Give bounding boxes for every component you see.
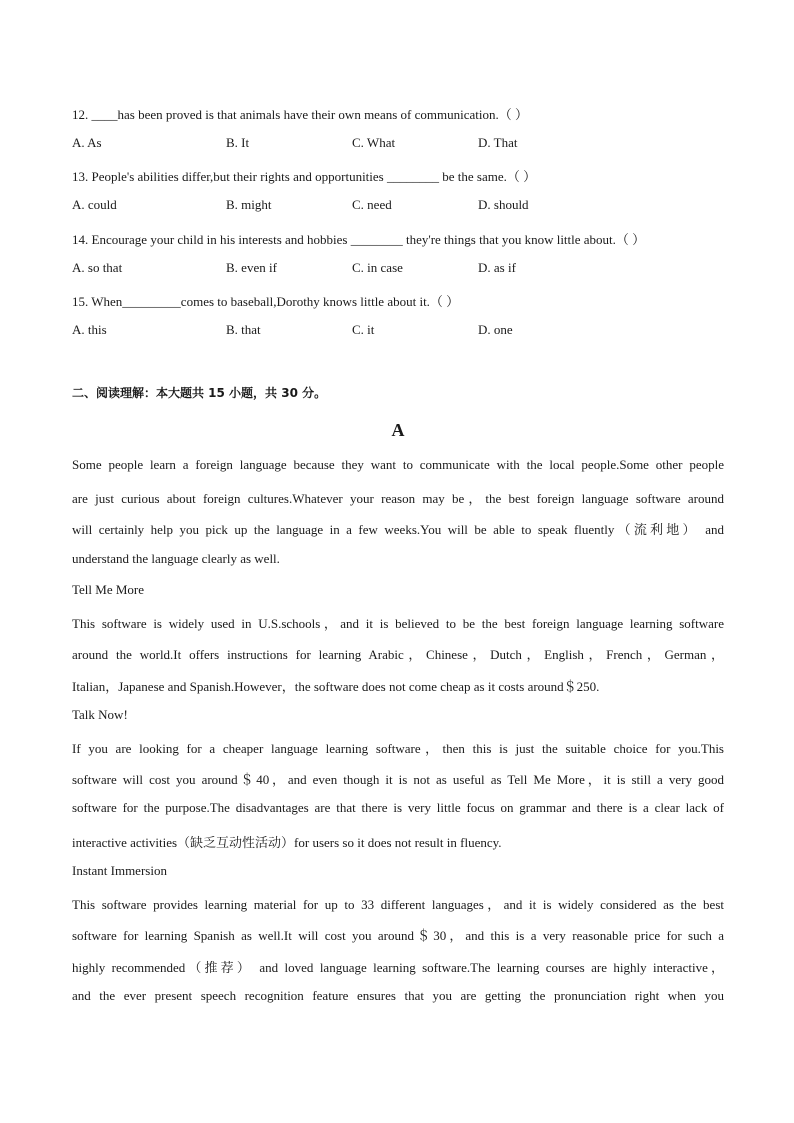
option-b: B. might (226, 197, 272, 212)
passage-line: interactive activities（缺乏互动性活动）for users so it does not result in fluency. (72, 835, 502, 850)
option-b: B. that (226, 322, 261, 337)
passage-line: Italian，Japanese and Spanish.However，the software does not come cheap as it costs around＄250. (72, 679, 600, 694)
passage-line: If you are looking for a cheaper language learning software，then this is just the suitable choice for you.This (72, 741, 724, 756)
option-c: C. What (352, 135, 396, 150)
product-heading-talk-now: Talk Now! (72, 707, 128, 722)
passage-line: are just curious about foreign cultures.Whatever your reason may be，the best foreign language software around (72, 491, 724, 506)
option-d: D. That (478, 135, 518, 150)
passage-line: software for the purpose.The disadvantages are that there is very little focus on grammar and there is a clear lack of (72, 800, 724, 815)
question-13-options (72, 197, 724, 215)
option-c: C. it (352, 322, 375, 337)
passage-line: This software provides learning material for up to 33 different languages，and it is widely considered as the best (72, 897, 724, 912)
question-15-options (72, 322, 724, 340)
passage-line: and the ever present speech recognition feature ensures that you are getting the pronunciation right when you (72, 988, 724, 1003)
passage-line: understand the language clearly as well. (72, 551, 280, 566)
option-d: D. should (478, 197, 529, 212)
option-c: C. need (352, 197, 392, 212)
passage-title: A (391, 420, 405, 440)
question-12-options (72, 135, 724, 153)
passage-line: This software is widely used in U.S.schools，and it is believed to be the best foreign language learning software (72, 616, 724, 631)
option-a: A. could (72, 197, 117, 212)
question-12 (72, 104, 528, 123)
option-b: B. even if (226, 260, 277, 275)
passage-line: will certainly help you pick up the language in a few weeks.You will be able to speak fluently（流利地） and (72, 522, 724, 537)
product-heading-instant-immersion: Instant Immersion (72, 863, 167, 878)
question-stem: ____has been proved is that animals have their own means of communication.（ ） (91, 107, 528, 122)
question-stem: When_________comes to baseball,Dorothy knows little about it.（ ） (91, 294, 460, 309)
option-a: A. As (72, 135, 102, 150)
option-a: A. so that (72, 260, 123, 275)
passage-line: software will cost you around＄40，and even though it is not as useful as Tell Me More，it is still a very good (72, 772, 724, 787)
section-heading: 二、阅读理解：本大题共 15 小题，共 30 分。 (72, 386, 327, 400)
option-d: D. as if (478, 260, 516, 275)
passage-line: Some people learn a foreign language because they want to communicate with the local people.Some other people (72, 457, 724, 472)
question-number: 15. (72, 294, 89, 309)
passage-line: software for learning Spanish as well.It will cost you around＄30，and this is a very reasonable price for such a (72, 928, 724, 943)
question-stem: Encourage your child in his interests and hobbies ________ they're things that you know little about.（ ） (91, 232, 646, 247)
option-d: D. one (478, 322, 513, 337)
question-14 (72, 229, 645, 248)
question-number: 12. (72, 107, 89, 122)
passage-line: highly recommended（推荐） and loved language learning software.The learning courses are highly interactive， (72, 960, 724, 975)
option-c: C. in case (352, 260, 403, 275)
option-b: B. It (226, 135, 250, 150)
question-13 (72, 166, 536, 185)
option-a: A. this (72, 322, 107, 337)
passage-line: around the world.It offers instructions for learning Arabic，Chinese，Dutch，English，French，German， (72, 647, 724, 662)
question-number: 14. (72, 232, 89, 247)
question-number: 13. (72, 169, 89, 184)
question-stem: People's abilities differ,but their rights and opportunities ________ be the same.（ ） (91, 169, 537, 184)
question-15 (72, 291, 459, 310)
product-heading-tell-me-more: Tell Me More (72, 582, 145, 597)
question-14-options (72, 260, 724, 278)
